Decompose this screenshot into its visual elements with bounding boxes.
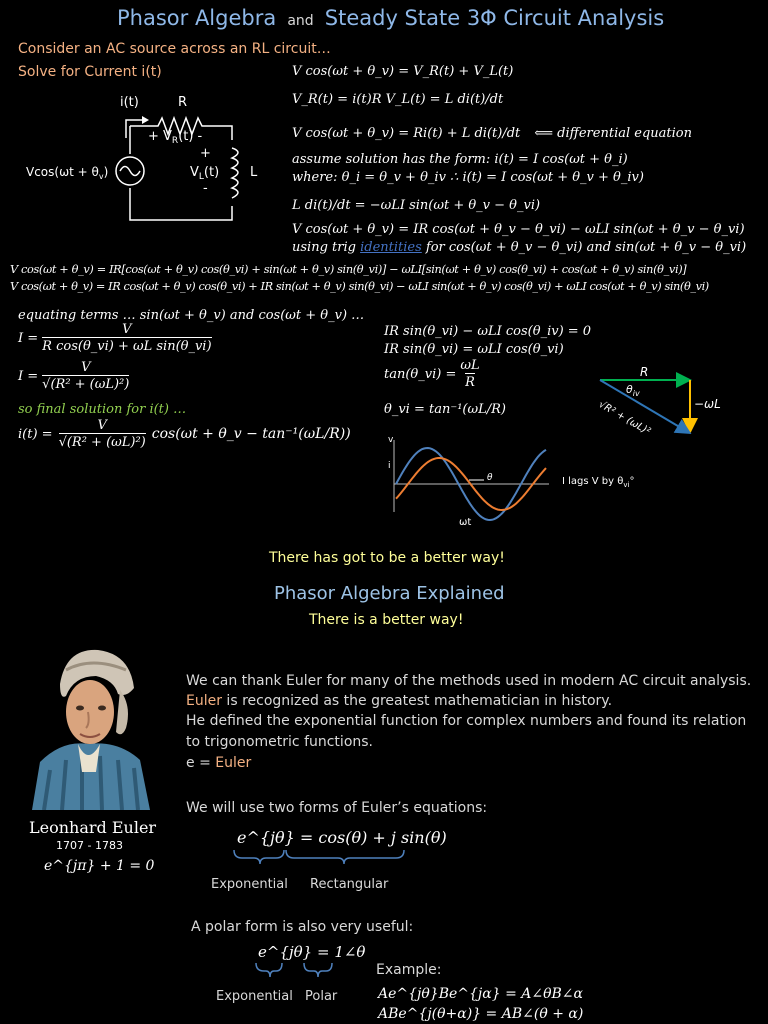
phase-eq-3-den: R — [465, 375, 475, 390]
label-exponential-2: Exponential — [216, 989, 293, 1004]
rl-circuit-diagram — [18, 88, 280, 228]
current-eq-1 — [18, 322, 212, 354]
wt-label: ωt — [459, 517, 472, 528]
identities-link[interactable]: identities — [360, 240, 422, 255]
source-label: $Vcos(\omega t + \theta_v)$ — [26, 165, 109, 181]
expansion-line-2: V cos(ωt + θ_v) = IR cos(ωt + θ_v) cos(θ_vi) + IR sin(ωt + θ_v) sin(θ_vi) − ωLI sin(ωt + θ_v) cos(θ_vi) + ωLI cos(ωt + θ_v) sin(θ_vi) — [10, 280, 709, 293]
current-eq-2-lhs: I = — [18, 368, 39, 384]
label-rectangular: Rectangular — [310, 877, 389, 892]
waveform-plot — [384, 432, 644, 532]
example-1: Ae^{jθ}Be^{jα} = A∠θB∠α — [378, 986, 583, 1002]
i-axis-label: i — [388, 461, 391, 471]
vl-plus: + — [200, 146, 211, 161]
final-current-eq — [18, 418, 351, 450]
euler-formula: e^{jθ} = cos(θ) + j sin(θ) — [237, 828, 447, 847]
eq-differential — [292, 126, 692, 141]
trig-note-prefix: using trig — [292, 240, 361, 255]
current-eq-1-den: R cos(θ_vi) + ωL sin(θ_vi) — [42, 339, 212, 354]
polar-intro: A polar form is also very useful: — [191, 919, 414, 935]
eq-differential-text: V cos(ωt + θ_v) = Ri(t) + L di(t)/dt — [292, 126, 521, 141]
inductor-symbol — [232, 148, 238, 198]
euler-para-4: to trigonometric functions. — [186, 734, 373, 750]
title-right: Steady State 3Φ Circuit Analysis — [324, 6, 665, 30]
euler-para-5 — [186, 755, 251, 771]
euler-years: 1707 - 1783 — [56, 839, 123, 852]
phase-eq-2: IR sin(θ_vi) = ωLI cos(θ_vi) — [384, 342, 564, 357]
example-2: ABe^{j(θ+α)} = AB∠(θ + α) — [378, 1006, 584, 1022]
triangle-wl-label: −ωL — [694, 397, 721, 411]
euler-braces — [230, 848, 420, 868]
euler-para-2-rest: is recognized as the greatest mathematician in history. — [221, 693, 613, 709]
v-axis-label: v — [388, 435, 394, 445]
final-current-den: √(R² + (ωL)²) — [58, 435, 146, 450]
page-title — [117, 6, 664, 30]
eq-inductor-deriv: L di(t)/dt = −ωLI sin(ωt + θ_v − θ_vi) — [292, 198, 541, 213]
phase-eq-4: θ_vi = tan⁻¹(ωL/R) — [384, 402, 506, 417]
label-exponential-1: Exponential — [211, 877, 288, 892]
eq-trig-note — [292, 240, 746, 255]
euler-identity: e^{jπ} + 1 = 0 — [44, 858, 155, 874]
vl-label: $V_L(t)$ — [190, 165, 220, 182]
eq-vr-vl: V_R(t) = i(t)R V_L(t) = L di(t)/dt — [292, 92, 504, 107]
euler-name-highlight-2: Euler — [215, 755, 252, 771]
final-current-lhs: i(t) = — [18, 426, 53, 442]
current-eq-2 — [18, 360, 129, 392]
phase-eq-1: IR sin(θ_vi) − ωLI cos(θ_iv) = 0 — [384, 324, 592, 339]
title-and: and — [287, 13, 314, 29]
intro-line-1: Consider an AC source across an RL circuit… — [18, 41, 331, 57]
euler-name: Leonhard Euler — [29, 818, 157, 837]
equating-terms: equating terms … sin(ωt + θ_v) and cos(ωt + θ_v) … — [18, 308, 365, 323]
current-eq-1-num: V — [122, 322, 132, 337]
example-label: Example: — [376, 962, 442, 978]
theta-label: θ — [487, 473, 493, 483]
eq-where: where: θ_i = θ_v + θ_iv ∴ i(t) = I cos(ωt + θ_v + θ_iv) — [292, 170, 644, 185]
current-arrow — [126, 120, 142, 138]
vl-minus: - — [203, 181, 208, 196]
better-way-answer: There is a better way! — [309, 612, 464, 628]
polar-formula: e^{jθ} = 1∠θ — [258, 943, 366, 961]
lag-note: I lags V by $\theta_{vi}^\circ$ — [562, 476, 635, 489]
triangle-angle-label: $\theta_{iv}$ — [626, 383, 640, 398]
final-current-rhs: cos(ωt + θ_v − tan⁻¹(ωL/R)) — [151, 426, 351, 442]
euler-para-3: He defined the exponential function for complex numbers and found its relation — [186, 713, 747, 729]
eq-differential-note: ⟸ differential equation — [534, 126, 692, 141]
polar-braces — [252, 961, 342, 981]
intro-line-2: Solve for Current i(t) — [18, 64, 162, 80]
vr-label: + $V_R(t)$ - — [148, 129, 203, 146]
trig-note-suffix: for cos(ωt + θ_v − θ_vi) and sin(ωt + θ_v − θ_vi) — [421, 240, 747, 255]
phase-eq-3-num: ωL — [460, 358, 480, 373]
euler-para-2 — [186, 693, 612, 709]
phase-eq-3-lhs: tan(θ_vi) = — [384, 366, 457, 382]
current-eq-2-den: √(R² + (ωL)²) — [42, 377, 130, 392]
forms-intro: We will use two forms of Euler’s equations: — [186, 800, 488, 816]
expansion-line-1: V cos(ωt + θ_v) = IR[cos(ωt + θ_v) cos(θ_vi) + sin(ωt + θ_v) sin(θ_vi)] − ωLI[sin(ωt + θ_v) cos(θ_vi) + cos(ωt + θ_v) sin(θ_vi)] — [10, 263, 687, 276]
euler-para-1: We can thank Euler for many of the methods used in modern AC circuit analysis. — [186, 673, 752, 689]
better-way-question: There has got to be a better way! — [269, 550, 505, 566]
current-label: i(t) — [120, 95, 139, 110]
current-eq-2-num: V — [81, 360, 91, 375]
phase-eq-3 — [384, 358, 480, 390]
triangle-r-label: R — [640, 365, 649, 379]
title-left: Phasor Algebra — [117, 6, 277, 30]
euler-name-highlight-1: Euler — [186, 693, 222, 709]
euler-portrait — [22, 640, 154, 810]
phasor-heading: Phasor Algebra Explained — [274, 583, 505, 604]
resistor-label: R — [178, 95, 188, 110]
inductor-label: L — [250, 165, 258, 180]
label-polar: Polar — [305, 989, 338, 1004]
current-eq-1-lhs: I = — [18, 330, 39, 346]
triangle-hyp-label: √R² + (ωL)² — [596, 399, 653, 438]
eq-substituted: V cos(ωt + θ_v) = IR cos(ωt + θ_v − θ_vi) − ωLI sin(ωt + θ_v − θ_vi) — [292, 222, 745, 237]
eq-kvl: V cos(ωt + θ_v) = V_R(t) + V_L(t) — [292, 64, 514, 79]
final-solution-label: so final solution for i(t) … — [18, 402, 187, 417]
euler-e-prefix: e = — [186, 755, 216, 771]
eq-assume: assume solution has the form: i(t) = I cos(ωt + θ_i) — [292, 152, 628, 167]
final-current-num: V — [97, 418, 107, 433]
